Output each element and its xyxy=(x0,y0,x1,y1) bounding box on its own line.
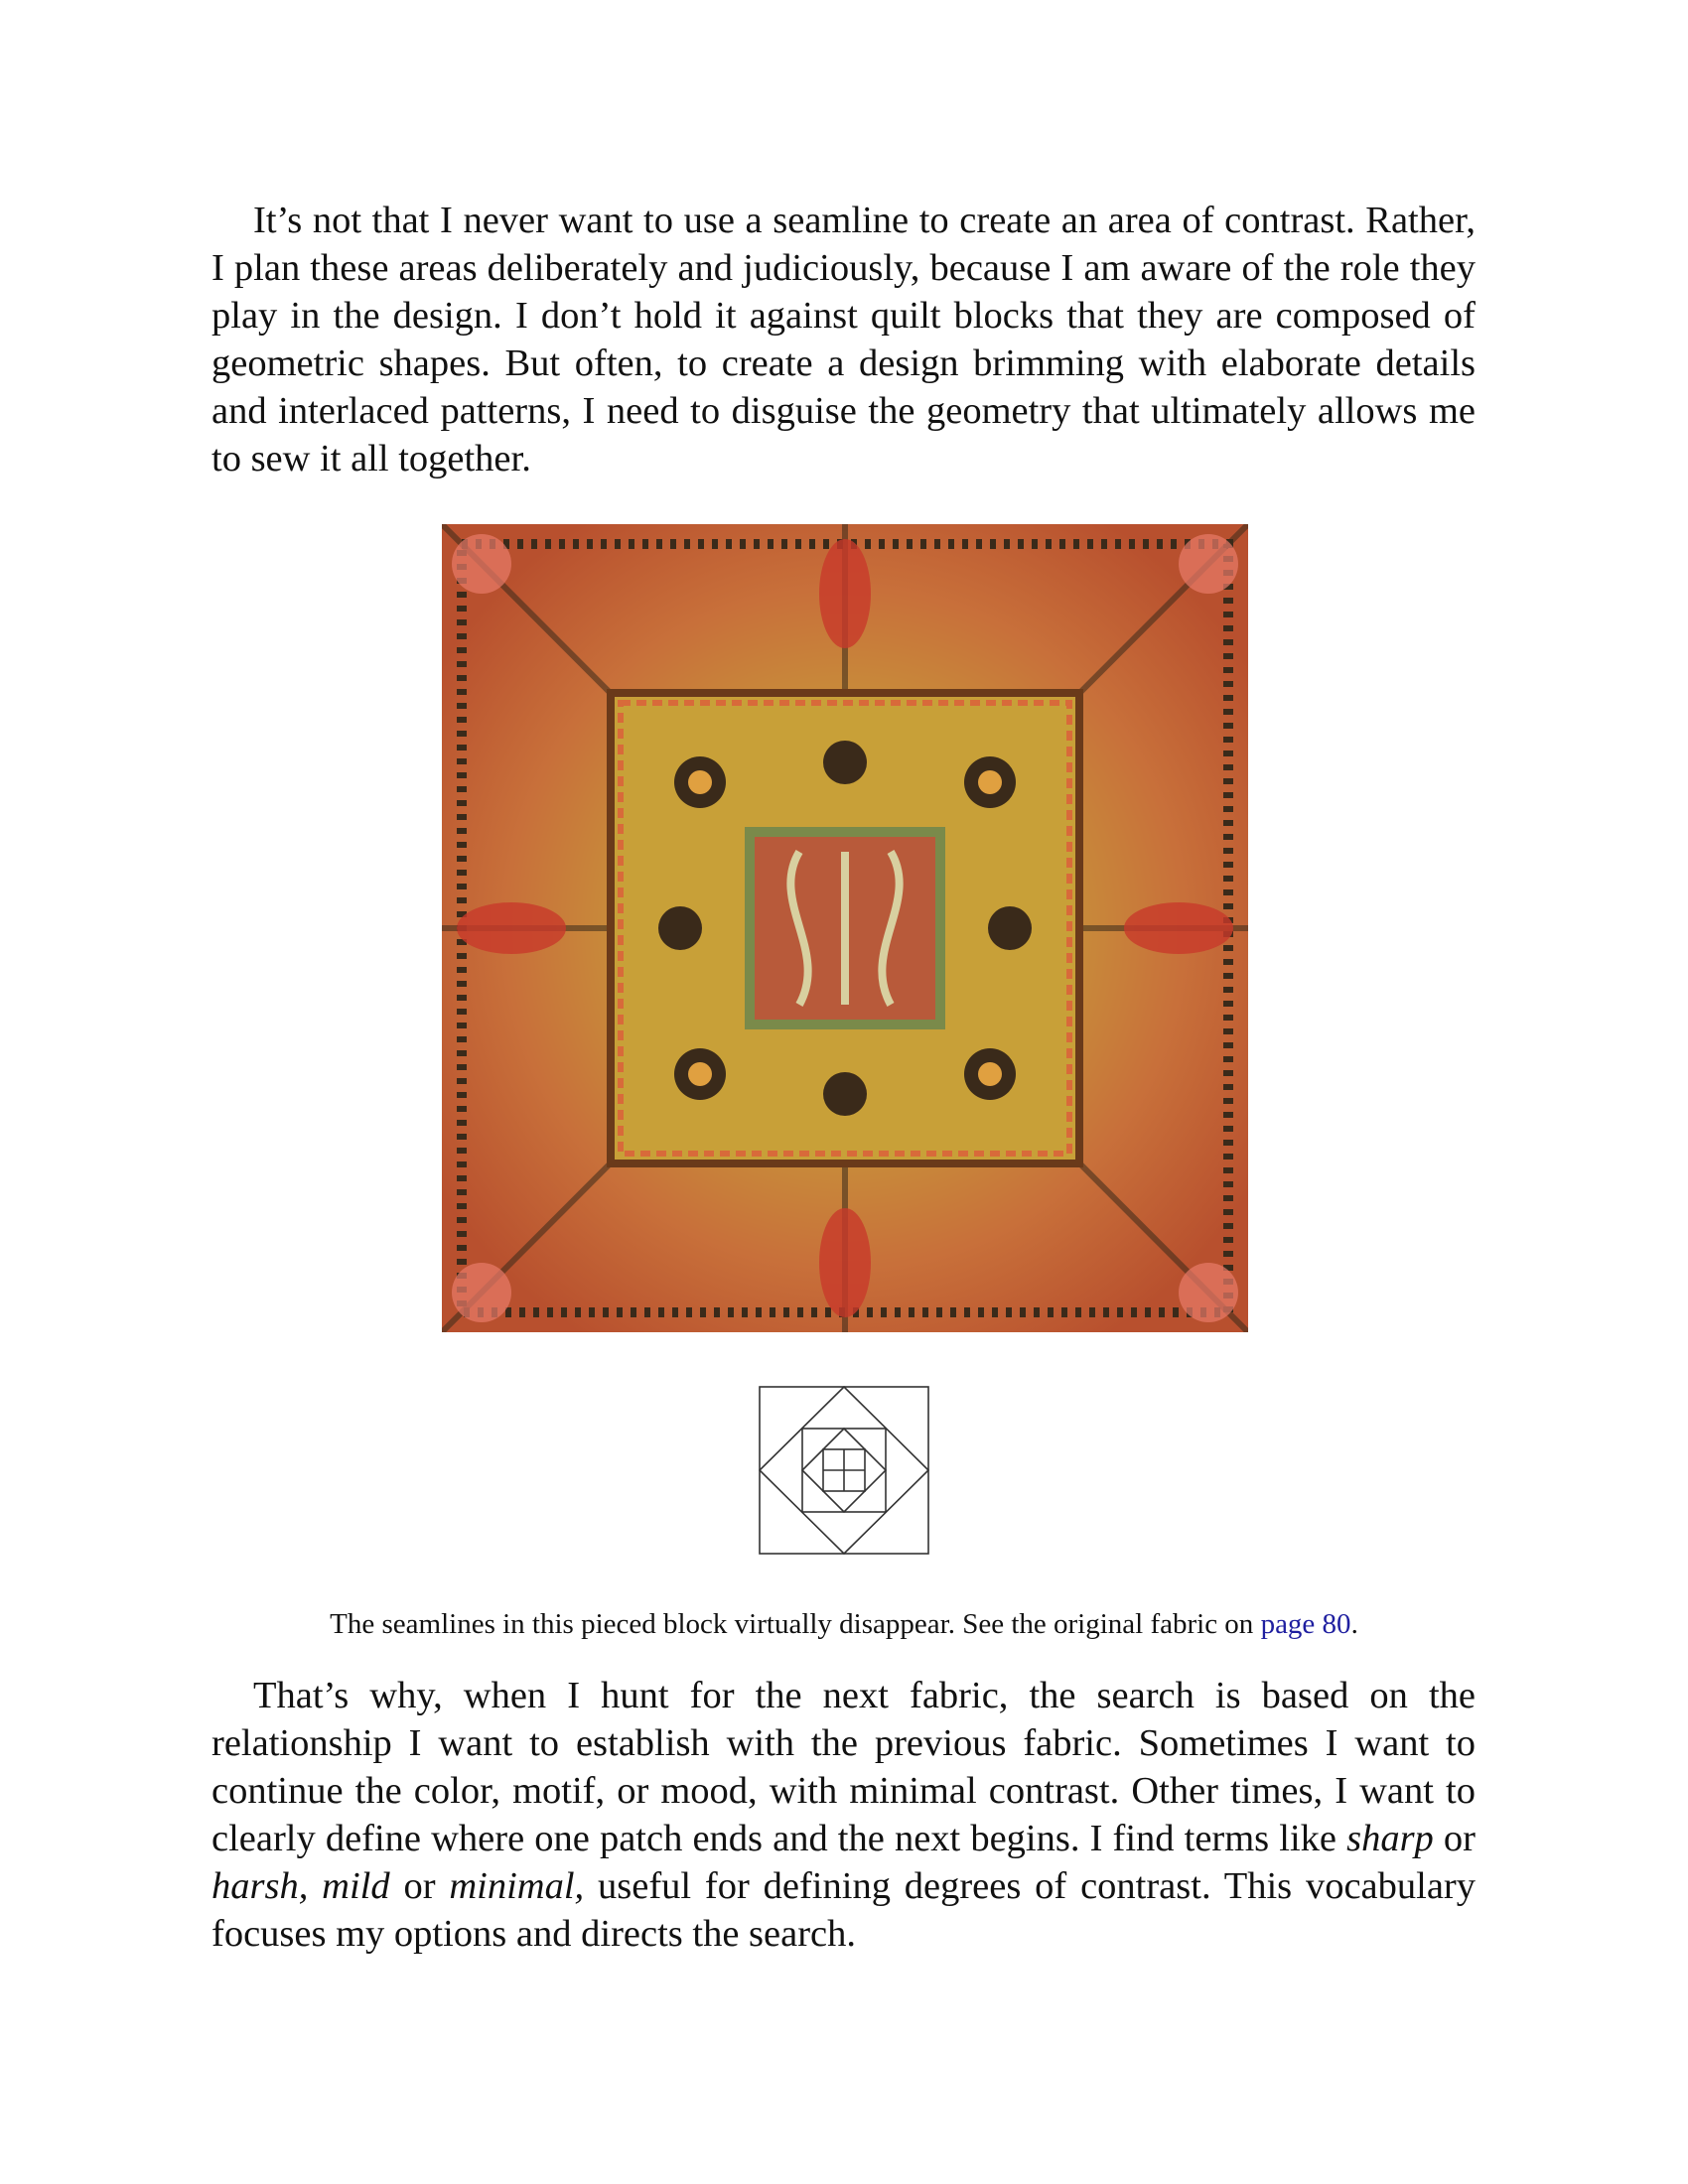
figure-caption xyxy=(0,1606,1688,1642)
paragraph-1 xyxy=(211,197,1476,482)
term-harsh-mild: harsh, mild xyxy=(211,1865,390,1907)
term-minimal: minimal, xyxy=(449,1865,585,1907)
caption-page-link[interactable]: page 80 xyxy=(1260,1608,1351,1640)
paragraph-2-or-1: or xyxy=(1433,1818,1476,1859)
paragraph-1-text: It’s not that I never want to use a seamline to create an area of contrast. Rather, I plan these areas deliberately and judiciously, because I am aware of the role they play in the design. I don’t hold it against quilt blocks that they are composed of geometric shapes. But often, to create a design brimming with elaborate details and interlaced patterns, I need to disguise the geometry that ultimately allows me to sew it all together. xyxy=(211,200,1476,479)
seamline-diagram xyxy=(759,1386,929,1555)
paragraph-2 xyxy=(211,1672,1476,1958)
term-sharp: sharp xyxy=(1346,1818,1434,1859)
quilt-block-image xyxy=(442,524,1248,1332)
paragraph-2-or-2: or xyxy=(389,1865,450,1907)
paragraph-2-end: useful for defining degrees of contrast. This vocabulary focuses my options and directs the search. xyxy=(211,1865,1477,1955)
paragraph-2-text: That’s why, when I hunt for the next fabric, the search is based on the relationship I want to establish with the previous fabric. Sometimes I want to continue the color, motif, or mood, with minimal contrast. Other times, I want to clearly define where one patch ends and the next begins. I find terms like xyxy=(211,1675,1476,1859)
caption-text: The seamlines in this pieced block virtually disappear. See the original fabric on xyxy=(330,1608,1261,1640)
caption-end: . xyxy=(1350,1608,1358,1640)
